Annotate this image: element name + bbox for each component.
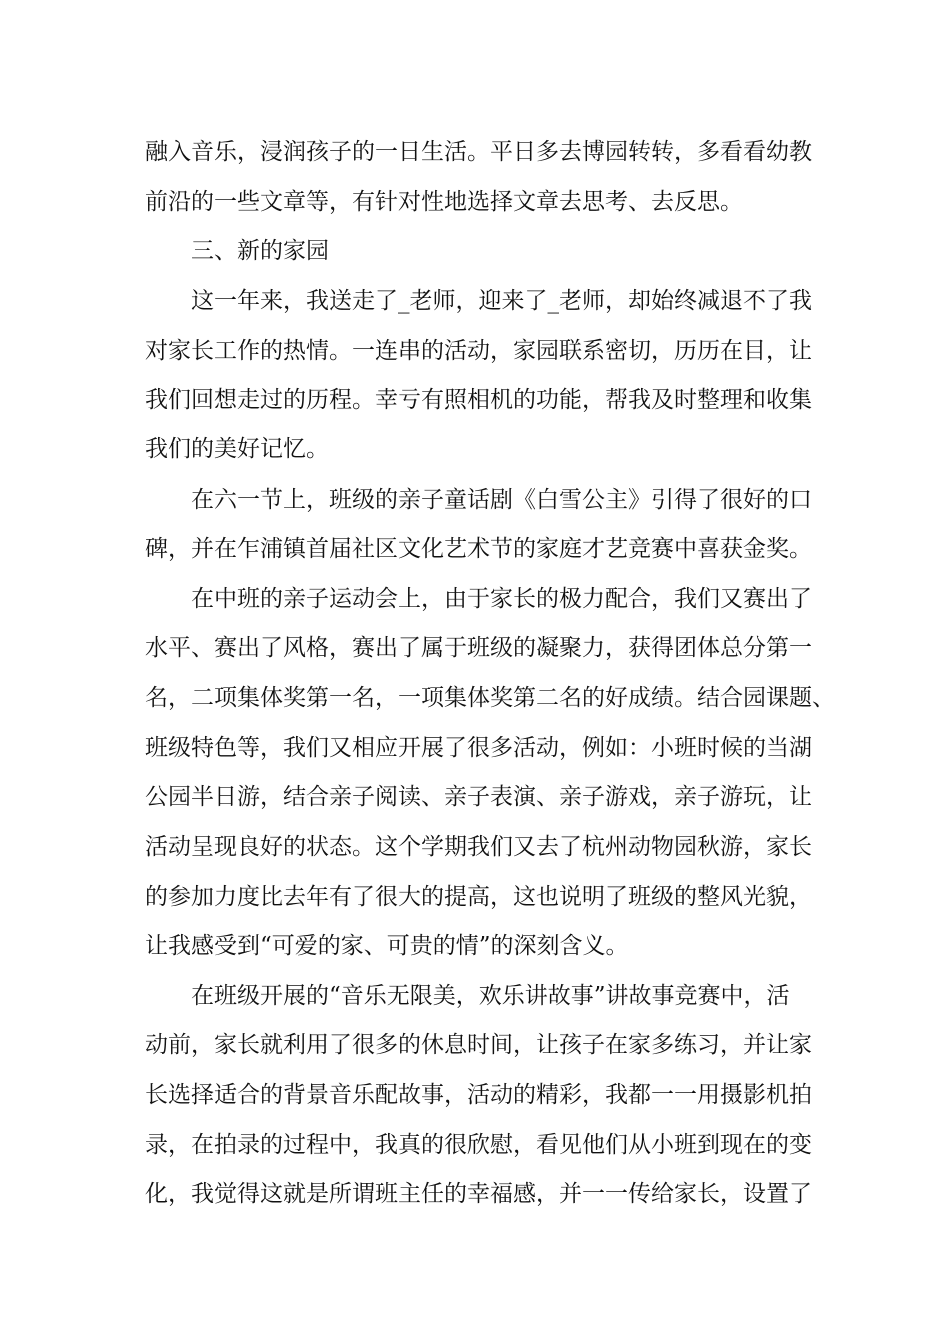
text-line: 在班级开展的“音乐无限美，欢乐讲故事”讲故事竞赛中，活 (191, 983, 790, 1009)
text-line: 融入音乐，浸润孩子的一日生活。平日多去博园转转，多看看幼教 (145, 139, 812, 165)
text-line: 长选择适合的背景音乐配故事，活动的精彩，我都一一用摄影机拍 (145, 1082, 812, 1108)
text-line: 活动呈现良好的状态。这个学期我们又去了杭州动物园秋游，家长 (145, 834, 812, 860)
text-line: 水平、赛出了风格，赛出了属于班级的凝聚力，获得团体总分第一 (145, 635, 812, 661)
text-line: 化，我觉得这就是所谓班主任的幸福感，并一一传给家长，设置了 (145, 1181, 812, 1207)
text-line: 前沿的一些文章等，有针对性地选择文章去思考、去反思。 (145, 189, 743, 215)
text-line: 的参加力度比去年有了很大的提高，这也说明了班级的整风光貌， (145, 884, 812, 910)
text-line: 对家长工作的热情。一连串的活动，家园联系密切，历历在目，让 (145, 338, 812, 364)
text-line: 这一年来，我送走了_老师，迎来了_老师，却始终减退不了我 (191, 288, 812, 314)
text-line: 班级特色等，我们又相应开展了很多活动，例如：小班时候的当湖 (145, 735, 812, 761)
text-line: 公园半日游，结合亲子阅读、亲子表演、亲子游戏，亲子游玩，让 (145, 784, 812, 810)
text-line: 我们回想走过的历程。幸亏有照相机的功能，帮我及时整理和收集 (145, 387, 812, 413)
text-line: 在六一节上，班级的亲子童话剧《白雪公主》引得了很好的口 (191, 487, 812, 513)
text-line: 在中班的亲子运动会上，由于家长的极力配合，我们又赛出了 (191, 586, 812, 612)
text-line: 录，在拍录的过程中，我真的很欣慰，看见他们从小班到现在的变 (145, 1132, 812, 1158)
text-line: 碑，并在乍浦镇首届社区文化艺术节的家庭才艺竞赛中喜获金奖。 (145, 536, 812, 562)
text-line: 我们的美好记忆。 (145, 436, 329, 462)
section-heading: 三、新的家园 (191, 238, 329, 264)
text-line: 名，二项集体奖第一名，一项集体奖第二名的好成绩。结合园课题、 (145, 685, 835, 711)
text-line: 让我感受到“可爱的家、可贵的情”的深刻含义。 (145, 933, 629, 959)
text-line: 动前，家长就利用了很多的休息时间，让孩子在家多练习，并让家 (145, 1032, 812, 1058)
